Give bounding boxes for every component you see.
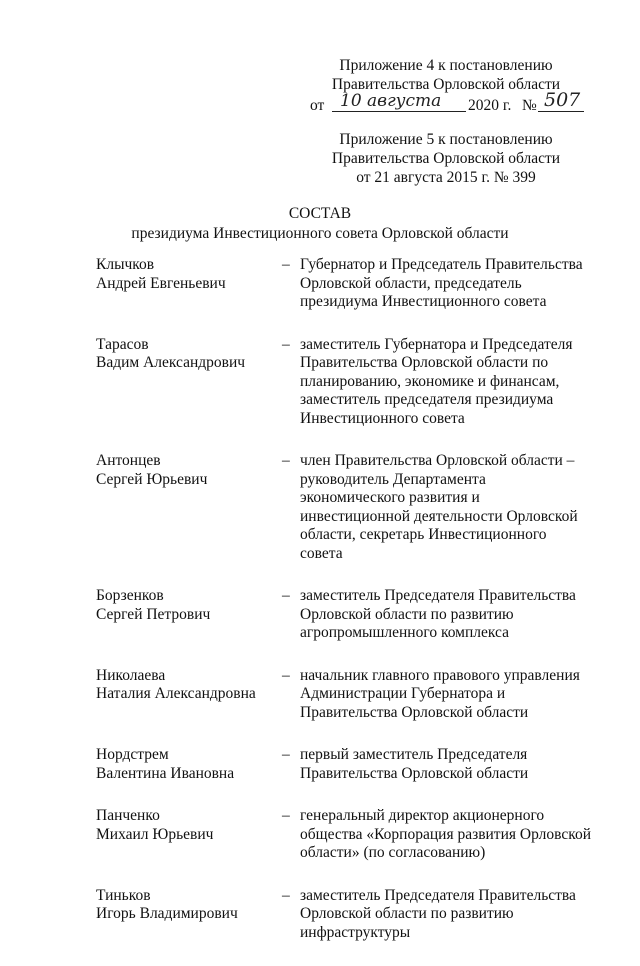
member-row: [96, 807, 596, 863]
member-row: [96, 667, 596, 723]
member-dash: –: [282, 256, 290, 273]
date-prefix: от: [310, 97, 325, 114]
appendix-4-line-1: Приложение 4 к постановлению: [339, 57, 553, 74]
member-given-names: Сергей Юрьевич: [96, 470, 208, 488]
member-role-line: заместитель Губернатора и Председателя: [300, 335, 573, 353]
member-surname: Антонцев: [96, 452, 161, 469]
member-surname: Николаева: [96, 666, 166, 684]
member-role-line: экономического развития и: [300, 489, 480, 506]
member-given-names: Вадим Александрович: [96, 354, 246, 371]
member-given-names: Валентина Ивановна: [96, 764, 235, 782]
member-surname: Борзенков: [96, 587, 164, 604]
member-role-line: области» (по согласованию): [300, 844, 486, 861]
member-role-line: начальник главного правового управления: [300, 666, 580, 684]
member-role-line: агропромышленного комплекса: [300, 624, 509, 641]
member-role: [300, 452, 592, 563]
member-dash: –: [282, 746, 290, 763]
member-role-line: заместитель Председателя Правительства: [300, 587, 576, 604]
member-role-line: Правительства Орловской области по: [300, 354, 549, 371]
member-role-line: планированию, экономике и финансам,: [300, 372, 560, 390]
member-role-line: член Правительства Орловской области –: [300, 452, 575, 469]
member-role: [300, 746, 592, 783]
member-role-line: Губернатор и Председатель Правительства: [300, 256, 583, 273]
member-name: [96, 256, 282, 312]
member-role-line: Инвестиционного совета: [300, 409, 465, 427]
member-row: [96, 256, 596, 312]
title-heading: СОСТАВ: [288, 205, 352, 222]
member-role-line: Правительства Орловской области: [300, 703, 529, 721]
member-name: [96, 336, 282, 429]
member-role-line: области, секретарь Инвестиционного совета: [300, 526, 547, 562]
member-role-line: генеральный директор акционерного: [300, 807, 545, 824]
appendix-5-line-2: Правительства Орловской области: [331, 150, 561, 167]
member-name: [96, 452, 282, 563]
member-role-line: руководитель Департамента: [300, 470, 486, 488]
number-underline: [538, 111, 584, 112]
member-dash: –: [282, 452, 290, 469]
member-dash: –: [282, 587, 290, 604]
appendix-5-line-3: от 21 августа 2015 г. № 399: [356, 169, 536, 186]
member-role: [300, 336, 592, 429]
member-role: [300, 256, 592, 312]
member-surname: Тарасов: [96, 335, 149, 353]
member-role-line: Администрации Губернатора и: [300, 685, 506, 702]
number-sign: №: [522, 97, 537, 114]
member-role: [300, 807, 592, 863]
member-given-names: Игорь Владимирович: [96, 905, 238, 922]
members-list: [96, 256, 596, 966]
member-role-line: Правительства Орловской области: [300, 764, 529, 782]
handwritten-number: 507: [544, 89, 581, 111]
document-title: [0, 204, 640, 244]
member-surname: Клычков: [96, 256, 155, 273]
member-role-line: заместитель председателя президиума: [300, 391, 554, 408]
member-dash: –: [282, 666, 290, 684]
member-name: [96, 587, 282, 643]
member-role-line: заместитель Председателя Правительства: [300, 886, 576, 904]
member-role-line: президиума Инвестиционного совета: [300, 293, 547, 310]
member-name: [96, 887, 282, 943]
member-given-names: Сергей Петрович: [96, 605, 211, 623]
member-role-line: Орловской области, председатель: [300, 274, 522, 292]
date-underline: [332, 111, 466, 112]
member-role-line: общества «Корпорация развития Орловской: [300, 825, 592, 843]
member-role-line: инфраструктуры: [300, 923, 411, 941]
member-given-names: Андрей Евгеньевич: [96, 274, 226, 292]
member-surname: Тиньков: [96, 886, 151, 904]
member-surname: Панченко: [96, 807, 160, 824]
member-role: [300, 887, 592, 943]
member-dash: –: [282, 886, 290, 904]
member-name: [96, 746, 282, 783]
appendix-5-line-1: Приложение 5 к постановлению: [339, 131, 553, 148]
member-role-line: инвестиционной деятельности Орловской: [300, 507, 578, 525]
member-dash: –: [282, 807, 290, 824]
member-row: [96, 587, 596, 643]
member-role-line: Орловской области по развитию: [300, 605, 514, 623]
member-role: [300, 667, 592, 723]
appendix-4-line-2: Правительства Орловской области: [331, 76, 561, 93]
member-given-names: Михаил Юрьевич: [96, 825, 214, 843]
appendix-4-date-line: [310, 89, 581, 115]
appendix-5-header: [316, 130, 576, 187]
member-row: [96, 887, 596, 943]
year-suffix: 2020 г.: [468, 97, 512, 114]
member-name: [96, 667, 282, 723]
member-surname: Нордстрем: [96, 746, 169, 763]
member-role-line: Орловской области по развитию: [300, 905, 514, 922]
member-name: [96, 807, 282, 863]
appendix-4-header: [310, 56, 581, 115]
member-role: [300, 587, 592, 643]
member-role-line: первый заместитель Председателя: [300, 746, 528, 763]
member-row: [96, 452, 596, 563]
member-dash: –: [282, 335, 290, 353]
title-subheading: президиума Инвестиционного совета Орловской области: [131, 225, 509, 242]
member-row: [96, 336, 596, 429]
handwritten-date: 10 августа: [340, 91, 442, 111]
member-row: [96, 746, 596, 783]
member-given-names: Наталия Александровна: [96, 685, 256, 702]
